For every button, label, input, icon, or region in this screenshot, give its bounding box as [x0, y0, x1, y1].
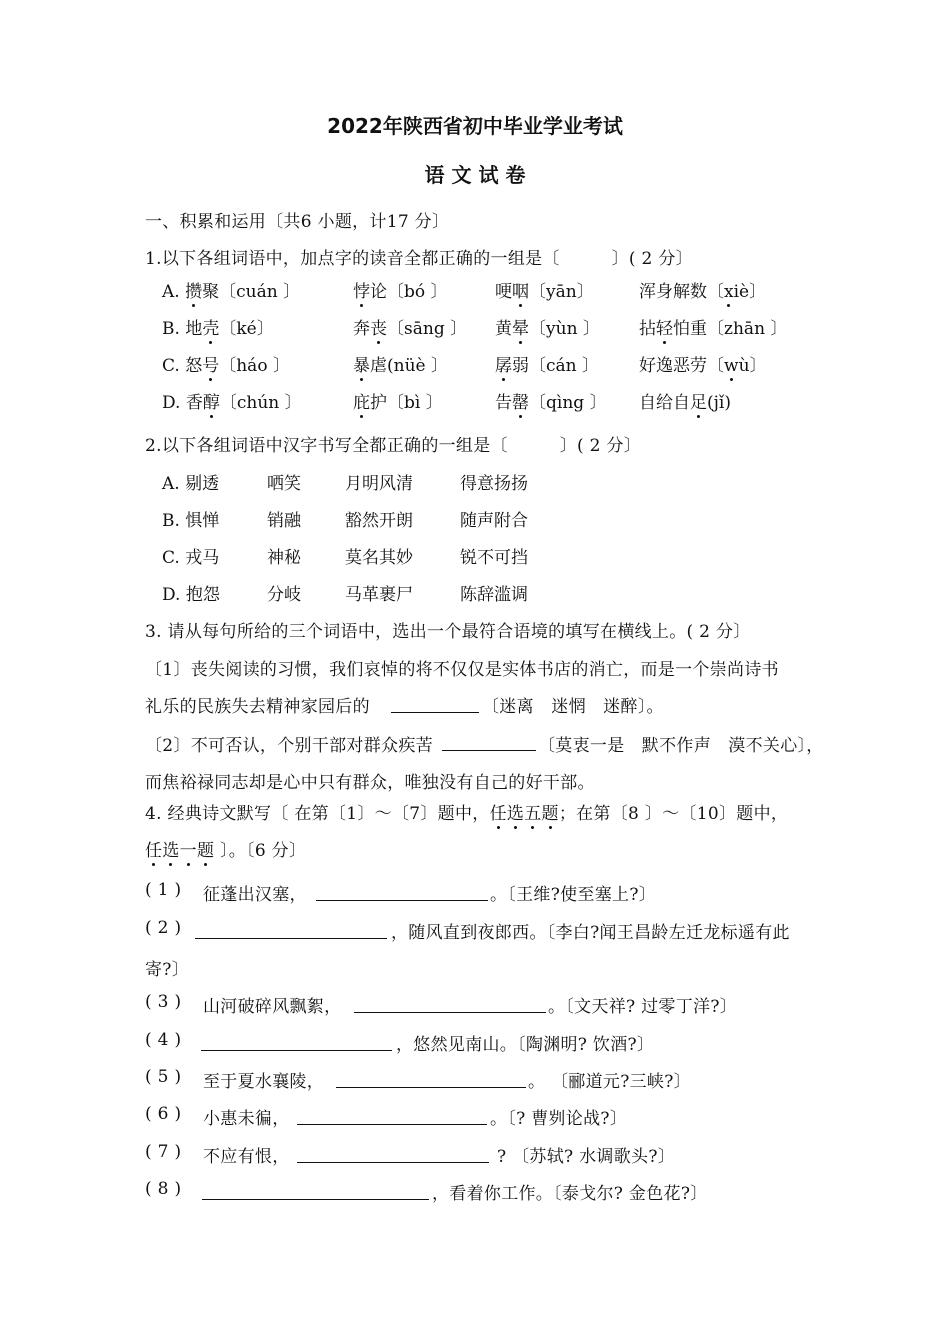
q1-option-c-3: 孱弱〔cán 〕	[495, 351, 599, 376]
q2-option-d-3: 马革裹尸	[345, 585, 413, 605]
q4-item-number: ( 4 )	[145, 1030, 182, 1050]
q4-answer-blank-5[interactable]	[336, 1087, 526, 1088]
q4-answer-blank-1[interactable]	[316, 900, 488, 901]
q3-sentence2-line2: 而焦裕禄同志却是心中只有群众，唯独没有自己的好干部。	[145, 773, 595, 793]
q2-stem: 2.以下各组词语中汉字书写全都正确的一组是〔 〕( 2 分〕	[145, 436, 642, 456]
q2-option-b-4: 随声附合	[460, 511, 528, 531]
q4-item-number: ( 6 )	[145, 1104, 182, 1124]
q2-option-c-4: 锐不可挡	[460, 548, 528, 568]
q1-option-c-2: 暴虐(nüè 〕	[353, 351, 448, 376]
q2-option-b-2: 销融	[267, 511, 301, 531]
q2-option-d-2: 分岐	[267, 585, 301, 605]
q4-item-number: ( 2 )	[145, 918, 182, 938]
q2-option-d-4: 陈辞滥调	[460, 585, 528, 605]
q4-item-verse: 不应有恨，	[203, 1147, 290, 1167]
q2-option-b-1: B. 惧惮	[162, 511, 220, 531]
q4-item-source: ，悠然见南山。〔陶渊明? 饮酒?〕	[396, 1035, 655, 1055]
q1-option-a-3: 哽咽〔yān〕	[495, 277, 594, 302]
q3-sentence2-choices: 〔莫衷一是 默不作声 漠不关心〕，	[538, 736, 824, 756]
q2-option-c-2: 神秘	[267, 548, 301, 568]
q4-item-source: ，随风直到夜郎西。〔李白?闻王昌龄左迁龙标遥有此	[391, 923, 790, 943]
q4-item-verse: 至于夏水襄陵，	[203, 1072, 325, 1092]
q4-answer-blank-2[interactable]	[195, 938, 387, 939]
q4-item-source: 。 〔郦道元?三峡?〕	[528, 1072, 691, 1092]
q3-answer-blank-1[interactable]	[391, 712, 479, 713]
q4-item-source: 。〔? 曹刿论战?〕	[490, 1109, 628, 1129]
q4-answer-blank-4[interactable]	[201, 1050, 392, 1051]
q4-answer-blank-8[interactable]	[202, 1199, 429, 1200]
q2-option-c-1: C. 戎马	[162, 548, 220, 568]
q1-option-b-2: 奔丧〔sāng 〕	[353, 314, 467, 339]
q3-sentence1-choices: 〔迷离 迷惘 迷醉〕。	[482, 697, 664, 717]
exam-title: 2022年陕西省初中毕业学业考试	[327, 114, 623, 138]
q1-option-d-3: 告罄〔qìng 〕	[495, 388, 607, 413]
q1-option-d-2: 庇护〔bì 〕	[353, 388, 443, 413]
q1-option-b-1: B. 地壳〔ké〕	[162, 314, 274, 339]
q2-option-a-3: 月明风清	[345, 474, 413, 494]
q3-sentence1-prefix: 礼乐的民族失去精神家园后的	[145, 697, 370, 717]
q3-sentence1-line1: 〔1〕丧失阅读的习惯，我们哀悼的将不仅仅是实体书店的消亡，而是一个崇尚诗书	[145, 660, 779, 680]
q2-option-a-4: 得意扬扬	[460, 474, 528, 494]
q4-answer-blank-3[interactable]	[354, 1012, 546, 1013]
q4-item-verse: 征蓬出汉塞，	[203, 885, 307, 905]
q3-sentence2-prefix: 〔2〕不可否认，个别干部对群众疾苦	[145, 736, 433, 756]
q4-item-number: ( 7 )	[145, 1142, 182, 1162]
exam-subtitle: 语 文 试 卷	[424, 163, 526, 187]
q1-option-c-4: 好逸恶劳〔wù〕	[639, 356, 767, 376]
q4-item-source: ? 〔苏轼? 水调歌头?〕	[497, 1147, 676, 1167]
q4-item-number: ( 3 )	[145, 992, 182, 1012]
q2-option-c-3: 莫名其妙	[345, 548, 413, 568]
q4-item-number: ( 1 )	[145, 880, 182, 900]
section-heading: 一、积累和运用〔共6 小题，计17 分〕	[145, 212, 450, 232]
q1-option-b-3: 黄晕〔yùn 〕	[495, 314, 600, 339]
q4-stem-line1: 4. 经典诗文默写〔 在第〔1〕～〔7〕题中，任选五题；在第〔8 〕～〔10〕题中，	[145, 799, 788, 824]
q4-item-source-cont: 寄?〕	[145, 960, 190, 980]
q1-option-a-2: 悖论〔bó 〕	[353, 277, 448, 302]
q2-option-b-3: 豁然开朗	[345, 511, 413, 531]
q4-item-verse: 山河破碎风飘絮，	[203, 997, 342, 1017]
q2-option-a-1: A. 剔透	[162, 474, 220, 494]
q1-option-a-1: A. 攒聚〔cuán 〕	[162, 277, 300, 302]
q4-item-number: ( 5 )	[145, 1067, 182, 1087]
q4-answer-blank-7[interactable]	[297, 1162, 489, 1163]
q3-stem: 3. 请从每句所给的三个词语中，选出一个最符合语境的填写在横线上。( 2 分〕	[145, 622, 751, 642]
q1-option-d-4: 自给自足(jǐ)	[639, 388, 731, 413]
q4-item-source: 。〔文天祥? 过零丁洋?〕	[548, 997, 738, 1017]
q4-item-source: ，看着你工作。〔泰戈尔? 金色花?〕	[432, 1184, 708, 1204]
q2-option-a-2: 哂笑	[267, 474, 301, 494]
q1-option-c-1: C. 怒号〔háo 〕	[162, 351, 290, 376]
q4-item-source: 。〔王维?使至塞上?〕	[490, 885, 657, 905]
q1-stem: 1.以下各组词语中，加点字的读音全都正确的一组是〔 〕( 2 分〕	[145, 249, 693, 269]
q4-answer-blank-6[interactable]	[297, 1124, 487, 1125]
q1-option-d-1: D. 香醇〔chún 〕	[162, 388, 302, 413]
q1-option-a-4: 浑身解数〔xiè〕	[639, 282, 767, 302]
q3-answer-blank-2[interactable]	[442, 750, 536, 751]
q2-option-d-1: D. 抱怨	[162, 585, 220, 605]
q1-option-b-4: 拈轻怕重〔zhān 〕	[639, 314, 787, 339]
q4-item-number: ( 8 )	[145, 1179, 182, 1199]
q4-stem-line2: 任选一题 〕。〔6 分〕	[145, 836, 306, 861]
q4-item-verse: 小惠未徧，	[203, 1109, 290, 1129]
